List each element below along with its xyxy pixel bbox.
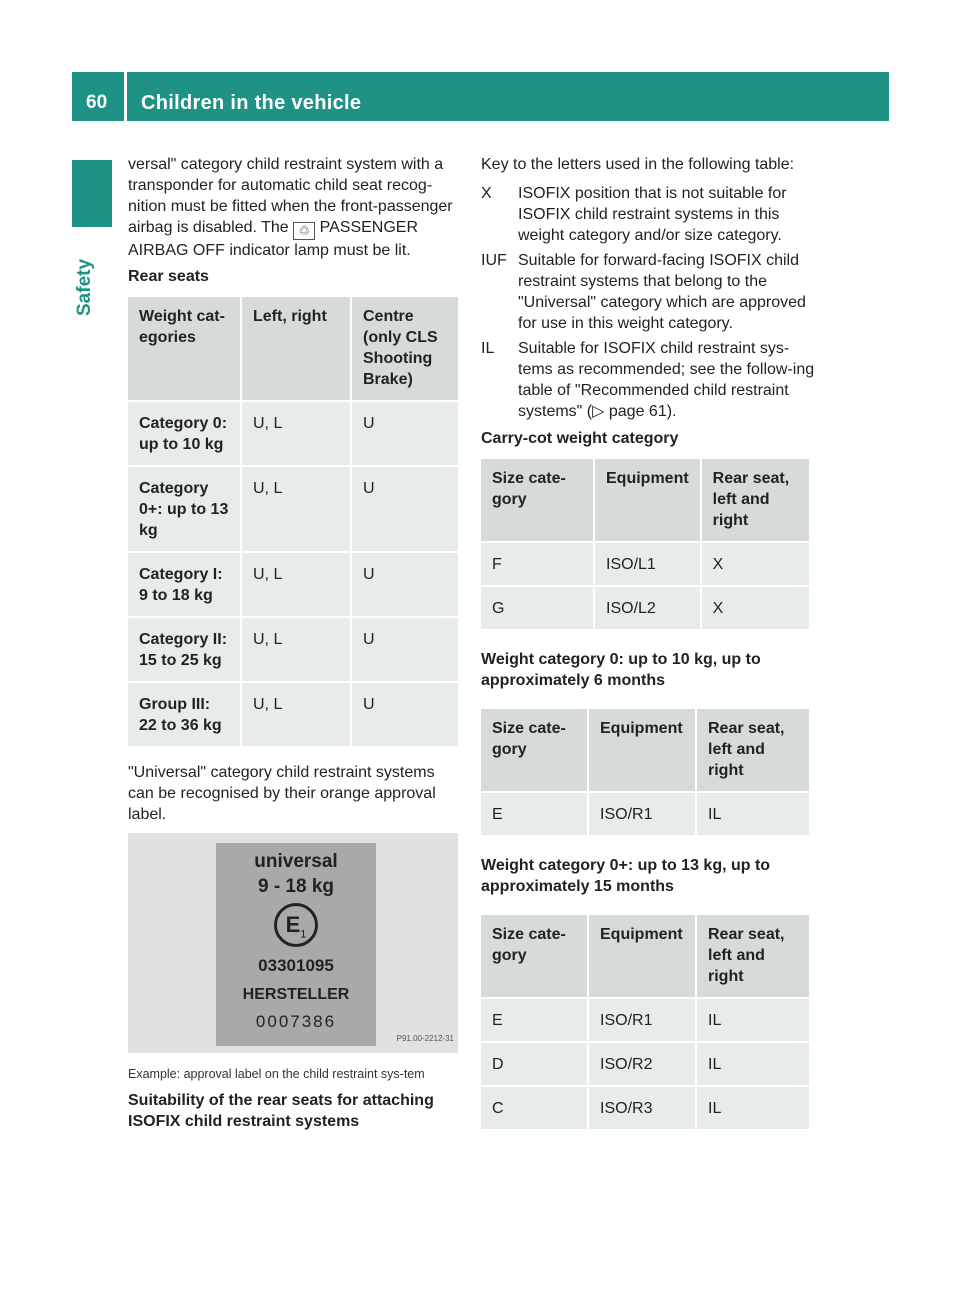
intro-paragraph (128, 154, 463, 261)
table-header-cell: Size cate-gory (481, 709, 587, 791)
e-mark-sub: 1 (300, 928, 307, 941)
table-cell: U (352, 467, 458, 551)
key-text: ISOFIX position that is not suitable for ISOFIX child restraint systems in this weight category and/or size category. (518, 185, 787, 244)
table-cell: U, L (242, 467, 350, 551)
header-divider (124, 72, 127, 121)
label-line-2: 9 - 18 kg (257, 876, 335, 897)
category-0-table (479, 707, 811, 837)
table-cell: U, L (242, 553, 350, 616)
table-cell: D (481, 1043, 587, 1085)
e-mark-icon (274, 903, 318, 947)
key-text: Suitable for ISOFIX child restraint sys-tems as recommended; see the follow-ing table of "Recommended child restraint systems" (▷ page 61). (518, 340, 815, 420)
table-cell: IL (697, 999, 809, 1041)
table-cell: F (481, 543, 593, 585)
right-column (481, 154, 816, 1131)
table-cell: IL (697, 1043, 809, 1085)
suitability-heading: Suitability of the rear seats for attaching ISOFIX child restraint systems (128, 1092, 434, 1130)
table-cell: IL (697, 1087, 809, 1129)
table-cell: Category 0+: up to 13 kg (128, 467, 240, 551)
image-code: P91.00-2212-31 (396, 1034, 454, 1043)
table-header-row (481, 709, 809, 791)
table-header-row (128, 297, 458, 400)
category-0-plus-table (479, 913, 811, 1131)
table-cell: X (702, 543, 809, 585)
e-mark-letter: E (285, 912, 301, 937)
chapter-title: Children in the vehicle (141, 92, 362, 114)
key-intro: Key to the letters used in the following table: (481, 156, 795, 173)
table-cell: ISO/R1 (589, 793, 695, 835)
key-list (481, 183, 816, 422)
table-header-cell: Size cate-gory (481, 915, 587, 997)
table-cell: U (352, 553, 458, 616)
table-cell: Category 0: up to 10 kg (128, 402, 240, 465)
table-header-cell: Weight cat-egories (128, 297, 240, 400)
table-header-cell: Left, right (242, 297, 350, 400)
label-line-5: 0007386 (255, 1012, 337, 1031)
table-cell: ISO/L1 (595, 543, 700, 585)
table-header-cell: Rear seat, left and right (697, 915, 809, 997)
table-row (128, 467, 458, 551)
table-header-cell: Equipment (589, 709, 695, 791)
list-item (481, 183, 816, 246)
table-cell: U (352, 683, 458, 746)
table-cell: U (352, 618, 458, 681)
list-item (481, 338, 816, 422)
table-cell: U, L (242, 618, 350, 681)
key-letter: IUF (481, 252, 507, 269)
table-row (481, 999, 809, 1041)
table-row (128, 402, 458, 465)
table-cell: U (352, 402, 458, 465)
table-row (481, 1043, 809, 1085)
table-cell: E (481, 793, 587, 835)
table-cell: Category I: 9 to 18 kg (128, 553, 240, 616)
table-cell: ISO/R1 (589, 999, 695, 1041)
left-column (128, 154, 463, 1132)
label-line-3: 03301095 (258, 956, 334, 975)
approval-label-image (128, 833, 458, 1053)
rear-seats-heading: Rear seats (128, 268, 209, 285)
table-header-cell: Centre (only CLS Shooting Brake) (352, 297, 458, 400)
table-cell: ISO/R2 (589, 1043, 695, 1085)
table-cell: U, L (242, 402, 350, 465)
page-number: 60 (86, 92, 108, 113)
table-cell: X (702, 587, 809, 629)
table-header-cell: Size cate-gory (481, 459, 593, 541)
table-header-cell: Equipment (595, 459, 700, 541)
table-cell: ISO/R3 (589, 1087, 695, 1129)
key-text: Suitable for forward-facing ISOFIX child restraint systems that belong to the "Universal" category which are approved for use in this weight category. (518, 252, 806, 332)
table-header-cell: Equipment (589, 915, 695, 997)
table-cell: E (481, 999, 587, 1041)
approval-label-card (216, 843, 376, 1046)
label-line-4: HERSTELLER (242, 986, 350, 1003)
table-cell: C (481, 1087, 587, 1129)
table-row (128, 618, 458, 681)
airbag-off-icon: ♲ (293, 222, 315, 240)
image-caption: Example: approval label on the child restraint sys-tem (128, 1067, 425, 1081)
category-0-heading: Weight category 0: up to 10 kg, up to approximately 6 months (481, 651, 761, 689)
table-row (481, 543, 809, 585)
side-tab (72, 160, 112, 227)
table-header-cell: Rear seat, left and right (697, 709, 809, 791)
table-row (128, 553, 458, 616)
intro-text-2: PASSENGER AIRBAG OFF indicator lamp must be lit. (128, 219, 419, 259)
table-header-row (481, 459, 809, 541)
table-cell: ISO/L2 (595, 587, 700, 629)
table-header-cell: Rear seat, left and right (702, 459, 809, 541)
key-letter: X (481, 185, 492, 202)
side-label: Safety (74, 258, 95, 316)
table-cell: G (481, 587, 593, 629)
carry-cot-heading: Carry-cot weight category (481, 430, 679, 447)
table-row (128, 683, 458, 746)
table-row (481, 793, 809, 835)
carry-cot-table (479, 457, 811, 631)
universal-paragraph: "Universal" category child restraint systems can be recognised by their orange approval label. (128, 764, 436, 823)
table-header-row (481, 915, 809, 997)
table-cell: U, L (242, 683, 350, 746)
list-item (481, 250, 816, 334)
label-line-1: universal (254, 851, 338, 872)
table-cell: Group III: 22 to 36 kg (128, 683, 240, 746)
table-cell: IL (697, 793, 809, 835)
table-cell: Category II: 15 to 25 kg (128, 618, 240, 681)
table-row (481, 587, 809, 629)
intro-text: versal" category child restraint system with a transponder for automatic child seat recog-nition must be fitted when the front-passenger airbag is disabled. The (128, 156, 453, 236)
table-row (481, 1087, 809, 1129)
rear-seats-table (126, 295, 460, 748)
category-0-plus-heading: Weight category 0+: up to 13 kg, up to approximately 15 months (481, 857, 771, 895)
key-letter: IL (481, 340, 495, 357)
